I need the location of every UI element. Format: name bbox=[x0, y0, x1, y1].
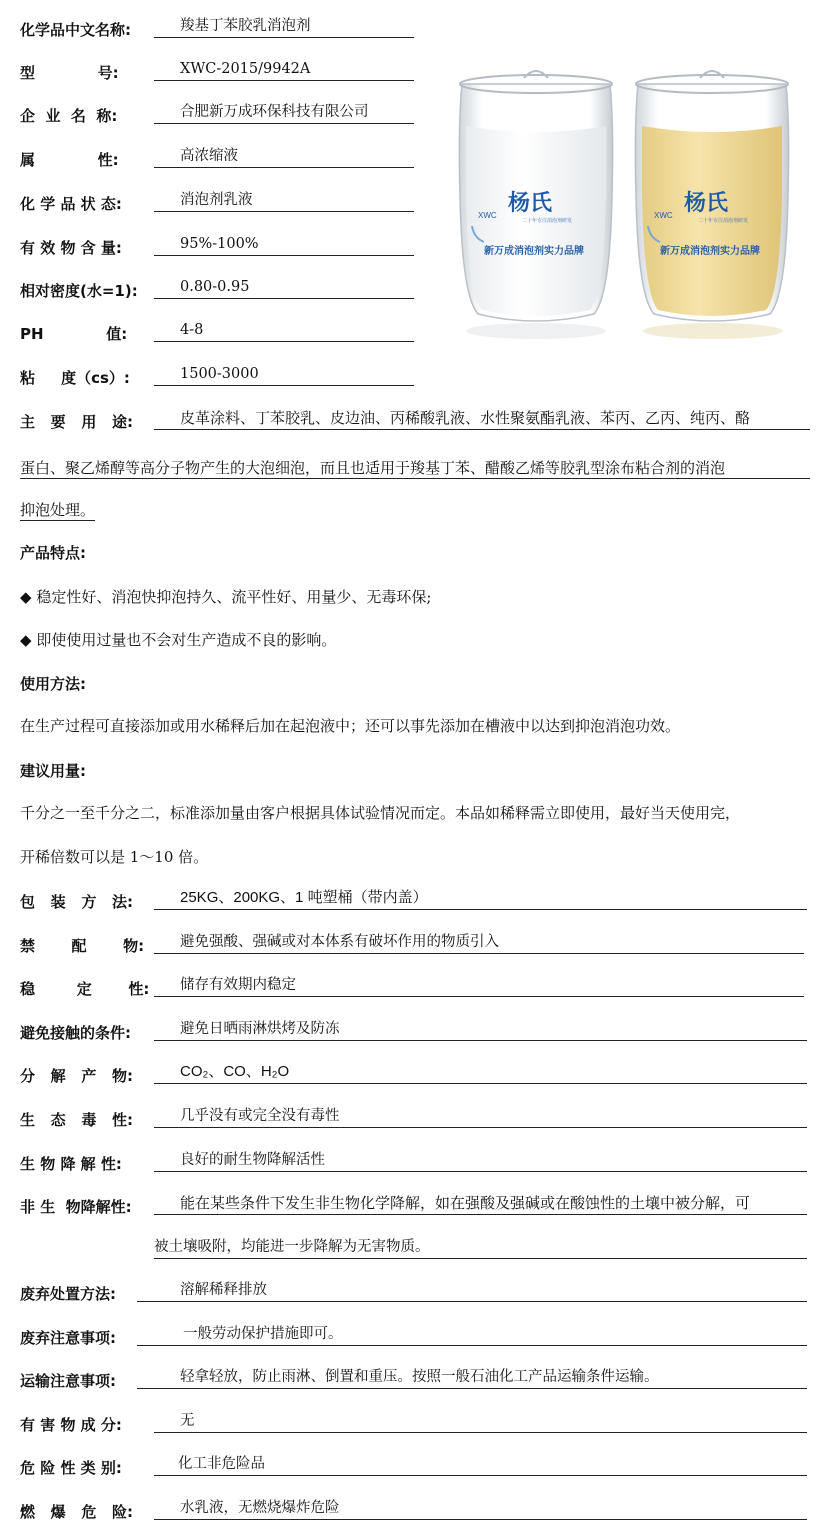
field-value: XWC-2015/9942A bbox=[154, 59, 414, 81]
field-label: 包 装 方 法: bbox=[20, 893, 133, 911]
prop2-row bbox=[20, 1280, 116, 1304]
usage-row bbox=[20, 408, 133, 432]
field-label: 有 效 物 含 量: bbox=[20, 239, 122, 257]
info-row-7 bbox=[20, 320, 127, 344]
field-label: 稳 定 性: bbox=[20, 980, 150, 998]
prop-row bbox=[20, 1106, 133, 1130]
info-row-4 bbox=[20, 190, 122, 214]
field-label: 燃 爆 危 险: bbox=[20, 1503, 133, 1521]
info-row-8 bbox=[20, 364, 130, 388]
field-value: 避免日晒雨淋烘烤及防冻 bbox=[154, 1019, 807, 1041]
field-label: 运输注意事项: bbox=[20, 1372, 116, 1390]
features-heading: 产品特点: bbox=[20, 544, 86, 562]
field-value: 溶解稀释排放 bbox=[137, 1280, 807, 1302]
brand-slogan: 新万成消泡剂实力品牌 bbox=[660, 246, 760, 257]
dosage-line-1: 千分之一至千分之二，标准添加量由客户根据具体试验情况而定。本品如稀释需立即使用，最好当天使用完， bbox=[20, 804, 741, 822]
prop2-row bbox=[20, 1411, 122, 1435]
prop2-row bbox=[20, 1324, 116, 1348]
feature-item bbox=[20, 629, 336, 650]
field-value: 95%-100% bbox=[154, 234, 414, 256]
field-label: 属 性: bbox=[20, 151, 119, 169]
field-value: 4-8 bbox=[154, 320, 414, 342]
prop-row bbox=[20, 1150, 122, 1174]
field-label: PH 值: bbox=[20, 325, 128, 343]
feature-item bbox=[20, 586, 431, 607]
prop-row bbox=[20, 975, 149, 999]
field-value: 0.80-0.95 bbox=[154, 277, 414, 299]
field-value: 羧基丁苯胶乳消泡剂 bbox=[154, 16, 414, 38]
info-row-2 bbox=[20, 102, 117, 126]
brand-slogan: 新万成消泡剂实力品牌 bbox=[484, 246, 584, 257]
field-value: 合肥新万成环保科技有限公司 bbox=[154, 102, 414, 124]
usage-line-2: 蛋白、聚乙烯醇等高分子物产生的大泡细泡，而且也适用于羧基丁苯、醋酸乙烯等胶乳型涂布粘合剂的消泡 bbox=[20, 458, 810, 479]
info-row-3 bbox=[20, 146, 119, 170]
field-label: 禁 配 物: bbox=[20, 937, 145, 955]
nonbio-line-2: 被土壤吸附，均能进一步降解为无害物质。 bbox=[154, 1237, 807, 1259]
nonbio-row bbox=[20, 1193, 132, 1217]
feature-text: 稳定性好、消泡快抑泡持久、流平性好、用量少、无毒环保; bbox=[36, 588, 432, 606]
field-value: 25KG、200KG、1 吨塑桶（带内盖） bbox=[154, 888, 807, 910]
field-label: 避免接触的条件: bbox=[20, 1024, 131, 1042]
field-label: 生 物 降 解 性: bbox=[20, 1155, 122, 1173]
field-value: 高浓缩液 bbox=[154, 146, 414, 168]
prop-row bbox=[20, 1019, 131, 1043]
field-label: 有 害 物 成 分: bbox=[20, 1416, 122, 1434]
field-label: 企 业 名 称: bbox=[20, 107, 118, 125]
brand-name: 杨氏 bbox=[684, 190, 729, 216]
field-value: 良好的耐生物降解活性 bbox=[154, 1150, 807, 1172]
field-value: 消泡剂乳液 bbox=[154, 190, 414, 212]
field-label: 非 生 物降解性: bbox=[20, 1198, 132, 1216]
nonbio-line-1: 能在某些条件下发生非生物化学降解，如在强酸及强碱或在酸蚀性的土壤中被分解，可 bbox=[154, 1193, 807, 1215]
info-row-1 bbox=[20, 59, 119, 83]
brand-sub: 二十年专注消泡剂研发 bbox=[522, 218, 573, 224]
brand-sub: 二十年专注消泡剂研发 bbox=[698, 218, 749, 224]
field-value: 化工非危险品 bbox=[154, 1454, 807, 1476]
dosage-heading: 建议用量: bbox=[20, 762, 86, 780]
field-label: 分 解 产 物: bbox=[20, 1067, 133, 1085]
method-text: 在生产过程可直接添加或用水稀释后加在起泡液中；还可以事先添加在槽液中以达到抑泡消泡功效。 bbox=[20, 717, 681, 735]
field-value: 一般劳动保护措施即可。 bbox=[137, 1324, 807, 1346]
field-label: 型 号: bbox=[20, 64, 119, 82]
beaker-yellow bbox=[635, 71, 788, 321]
field-label: 化学品中文名称: bbox=[20, 21, 131, 39]
field-label: 相对密度(水=1): bbox=[20, 282, 138, 300]
prop2-row bbox=[20, 1454, 122, 1478]
brand-mark: XWC bbox=[654, 211, 673, 220]
field-value: 1500-3000 bbox=[154, 364, 414, 386]
field-label: 粘 度（cs）: bbox=[20, 369, 130, 387]
field-value: CO₂、CO、H₂O bbox=[154, 1062, 807, 1084]
brand-name: 杨氏 bbox=[508, 190, 553, 216]
dosage-line-2: 开稀倍数可以是 1～10 倍。 bbox=[20, 848, 209, 866]
prop-row bbox=[20, 888, 133, 912]
field-label: 废弃注意事项: bbox=[20, 1329, 116, 1347]
field-label: 废弃处置方法: bbox=[20, 1285, 116, 1303]
prop2-row bbox=[20, 1367, 116, 1391]
prop-row bbox=[20, 1062, 133, 1086]
field-label: 危 险 性 类 别: bbox=[20, 1459, 122, 1477]
info-row-6 bbox=[20, 277, 138, 301]
field-label: 生 态 毒 性: bbox=[20, 1111, 133, 1129]
diamond-icon: ◆ bbox=[20, 588, 32, 606]
field-value: 无 bbox=[154, 1411, 807, 1433]
method-heading: 使用方法: bbox=[20, 675, 86, 693]
field-value: 几乎没有或完全没有毒性 bbox=[154, 1106, 807, 1128]
feature-text: 即使使用过量也不会对生产造成不良的影响。 bbox=[36, 631, 337, 649]
field-value: 避免强酸、强碱或对本体系有破坏作用的物质引入 bbox=[154, 932, 804, 954]
field-value: 轻拿轻放，防止雨淋、倒置和重压。按照一般石油化工产品运输条件运输。 bbox=[137, 1367, 807, 1389]
prop-row bbox=[20, 932, 144, 956]
diamond-icon: ◆ bbox=[20, 631, 32, 649]
prop2-row bbox=[20, 1498, 133, 1522]
info-row-5 bbox=[20, 234, 122, 258]
usage-line-3: 抑泡处理。 bbox=[20, 501, 96, 519]
usage-line-1: 皮革涂料、丁苯胶乳、皮边油、丙稀酸乳液、水性聚氨酯乳液、苯丙、乙丙、纯丙、酪 bbox=[154, 408, 810, 430]
brand-mark: XWC bbox=[478, 211, 497, 220]
field-label: 化 学 品 状 态: bbox=[20, 195, 122, 213]
beaker-white bbox=[459, 71, 612, 321]
usage-label: 主 要 用 途: bbox=[20, 413, 133, 431]
info-row-0 bbox=[20, 16, 131, 40]
field-value: 储存有效期内稳定 bbox=[154, 975, 804, 997]
field-value: 水乳液，无燃烧爆炸危险 bbox=[154, 1498, 807, 1520]
product-beakers-image bbox=[448, 66, 804, 346]
